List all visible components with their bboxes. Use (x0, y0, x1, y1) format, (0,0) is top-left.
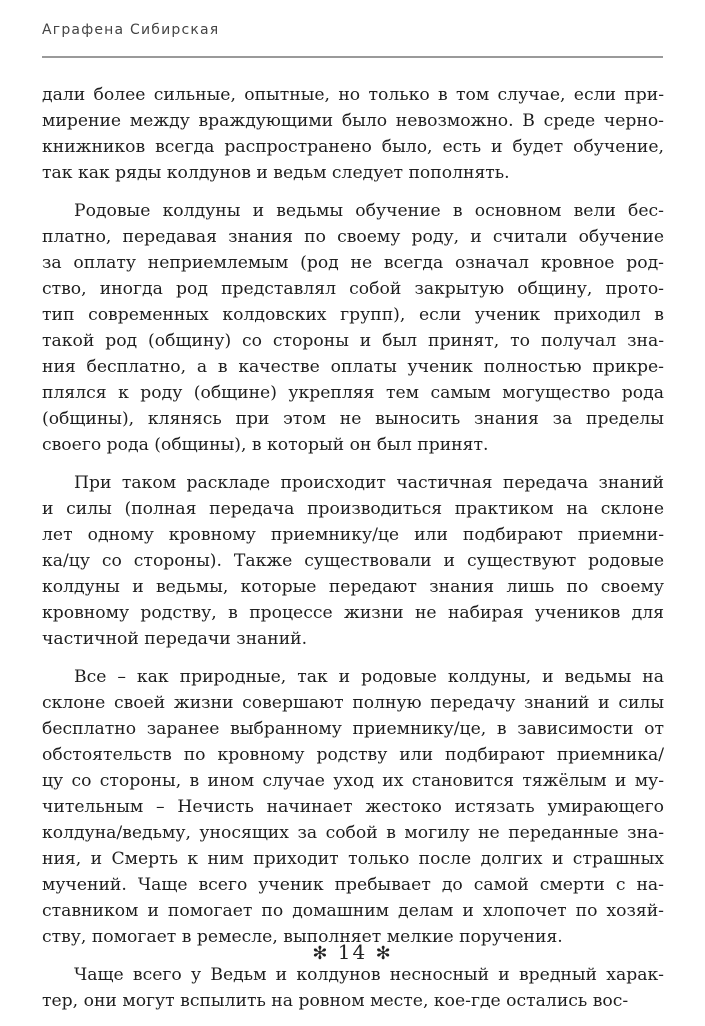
paragraph (42, 962, 664, 1014)
text-line: ния, и Смерть к ним приходит только после долгих и страшных (42, 849, 664, 869)
text-line: книжников всегда распространено было, есть и будет обучение, (42, 137, 664, 157)
text-line: частичной передачи знаний. (42, 629, 308, 649)
page-folio (0, 940, 705, 964)
text-line: колдуны и ведьмы, которые передают знания лишь по своему (42, 577, 664, 597)
running-title: Аграфена Сибирская (42, 22, 220, 38)
text-line: ка/цу со стороны). Также существовали и существуют родовые (42, 551, 664, 571)
text-line: Чаще всего у Ведьм и колдунов несносный и вредный харак- (74, 965, 664, 985)
text-line: мирение между враждующими было невозможно. В среде черно- (42, 111, 664, 131)
text-line: тип современных колдовских групп), если ученик приходил в (42, 305, 664, 325)
paragraph (42, 82, 664, 186)
text-line: обстоятельств по кровному родству или подбирают приемника/ (42, 745, 664, 765)
text-line: (общины), клянясь при этом не выносить знания за пределы (42, 409, 664, 429)
text-line: плялся к роду (общине) укрепляя тем самым могущество рода (42, 383, 664, 403)
folio-ornament-left: ✻ (312, 943, 330, 964)
paragraph (42, 664, 664, 950)
page-number: 14 (337, 940, 368, 964)
text-line: чительным – Нечисть начинает жестоко истязать умирающего (42, 797, 664, 817)
paragraph (42, 470, 664, 652)
text-line: ния бесплатно, а в качестве оплаты ученик полностью прикре- (42, 357, 664, 377)
text-line: за оплату неприемлемым (род не всегда означал кровное род- (42, 253, 664, 273)
text-line: Все – как природные, так и родовые колдуны, и ведьмы на (74, 667, 664, 687)
text-line: своего рода (общины), в который он был принят. (42, 435, 489, 455)
text-line: ство, иногда род представлял собой закрытую общину, прото- (42, 279, 664, 299)
text-line: При таком раскладе происходит частичная передача знаний (74, 473, 664, 493)
text-line: колдуна/ведьму, уносящих за собой в могилу не переданные зна- (42, 823, 664, 843)
text-line: платно, передавая знания по своему роду, и считали обучение (42, 227, 664, 247)
text-line: мучений. Чаще всего ученик пребывает до самой смерти с на- (42, 875, 664, 895)
text-line: ству, помогает в ремесле, выполняет мелкие поручения. (42, 927, 563, 947)
folio-ornament-right: ✻ (375, 943, 393, 964)
text-line: и силы (полная передача производиться практиком на склоне (42, 499, 664, 519)
text-line: бесплатно заранее выбранному приемнику/це, в зависимости от (42, 719, 664, 739)
paragraph (42, 198, 664, 458)
text-line: тер, они могут вспылить на ровном месте, кое-где остались вос- (42, 991, 629, 1011)
body-text (42, 82, 664, 1026)
text-line: цу со стороны, в ином случае уход их становится тяжёлым и му- (42, 771, 664, 791)
header-rule (42, 56, 663, 58)
text-line: ставником и помогает по домашним делам и хлопочет по хозяй- (42, 901, 664, 921)
text-line: склоне своей жизни совершают полную передачу знаний и силы (42, 693, 664, 713)
text-line: Родовые колдуны и ведьмы обучение в основном вели бес- (74, 201, 664, 221)
text-line: дали более сильные, опытные, но только в том случае, если при- (42, 85, 664, 105)
text-line: кровному родству, в процессе жизни не набирая учеников для (42, 603, 664, 623)
text-line: такой род (общину) со стороны и был принят, то получал зна- (42, 331, 664, 351)
text-line: лет одному кровному приемнику/це или подбирают приемни- (42, 525, 664, 545)
text-line: так как ряды колдунов и ведьм следует пополнять. (42, 163, 510, 183)
